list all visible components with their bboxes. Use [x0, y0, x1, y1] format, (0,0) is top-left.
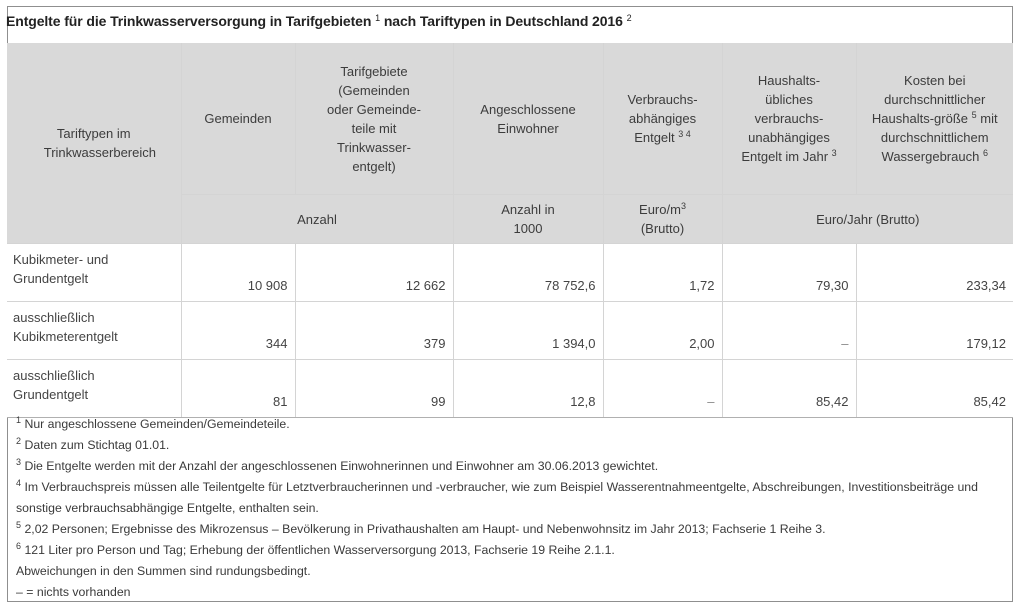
- table-title: Entgelte für die Trinkwasserversorgung in Tarifgebieten $^1$ nach Tariftypen in Deutschland 2016 $^2$: [6, 13, 632, 29]
- cell-tarifgebiete: 12 662: [295, 244, 453, 302]
- table-row: [7, 360, 1013, 418]
- cell-kosten: 179,12: [856, 302, 1013, 360]
- col-header-haushalt: Haushalts-übliches verbrauchs-unabhängiges Entgelt im Jahr $^3$: [722, 43, 856, 195]
- unit-anzahl: Anzahl: [181, 195, 453, 244]
- header-row: [7, 43, 1013, 195]
- footnotes: [16, 414, 996, 603]
- unit-anzahl-1000: Anzahl in 1000: [453, 195, 603, 244]
- footnote-1: $^1$ Nur angeschlossene Gemeinden/Gemeindeteile.: [16, 415, 290, 431]
- unit-euro-m3: Euro/$m^3$ (Brutto): [603, 195, 722, 244]
- col-header-verbrauch: Verbrauchs-abhängiges Entgelt $^{3 4}$: [603, 43, 722, 195]
- col-header-gemeinden: Gemeinden: [181, 43, 295, 195]
- cell-einwohner: 1 394,0: [453, 302, 603, 360]
- col-header-tariftypen: Tariftypen im Trinkwasserbereich: [7, 43, 181, 244]
- table-row: [7, 302, 1013, 360]
- cell-tarifgebiete: 99: [295, 360, 453, 418]
- col-header-tarifgebiete: Tarifgebiete (Gemeinden oder Gemeinde-teile mit Trinkwasser-entgelt): [295, 43, 453, 195]
- cell-haushalt: 79,30: [722, 244, 856, 302]
- footnote-6: $^6$ 121 Liter pro Person und Tag; Erhebung der öffentlichen Wasserversorgung 2013, Fachserie 19 Reihe 2.1.1.: [16, 541, 615, 557]
- row-label: Kubikmeter- und Grundentgelt: [7, 244, 181, 302]
- col-header-einwohner: Angeschlossene Einwohner: [453, 43, 603, 195]
- tariff-table: [7, 43, 1013, 418]
- row-label: ausschließlich Kubikmeterentgelt: [7, 302, 181, 360]
- unit-euro-jahr: Euro/Jahr (Brutto): [722, 195, 1013, 244]
- row-label: ausschließlich Grundentgelt: [7, 360, 181, 418]
- cell-verbrauch: –: [603, 360, 722, 418]
- cell-verbrauch: 1,72: [603, 244, 722, 302]
- table-row: [7, 244, 1013, 302]
- footnote-5: $^5$ 2,02 Personen; Ergebnisse des Mikrozensus – Bevölkerung in Privathaushalten am Haupt- und Nebenwohnsitz im Jahr 2013; Fachserie 1 Reihe 3.: [16, 520, 826, 536]
- note-dash: – = nichts vorhanden: [16, 585, 131, 599]
- cell-gemeinden: 10 908: [181, 244, 295, 302]
- footnote-3: $^3$ Die Entgelte werden mit der Anzahl der angeschlossenen Einwohnerinnen und Einwohner am 30.06.2013 gewichtet.: [16, 457, 659, 473]
- cell-haushalt: 85,42: [722, 360, 856, 418]
- cell-einwohner: 78 752,6: [453, 244, 603, 302]
- footnote-2: $^2$ Daten zum Stichtag 01.01.: [16, 436, 170, 452]
- cell-kosten: 85,42: [856, 360, 1013, 418]
- cell-gemeinden: 81: [181, 360, 295, 418]
- col-header-kosten: Kosten bei durchschnittlicher Haushalts-größe $^5$ mit durchschnittlichem Wassergebrauch $^6$: [856, 43, 1013, 195]
- cell-verbrauch: 2,00: [603, 302, 722, 360]
- cell-haushalt: –: [722, 302, 856, 360]
- cell-einwohner: 12,8: [453, 360, 603, 418]
- cell-kosten: 233,34: [856, 244, 1013, 302]
- note-rounding: Abweichungen in den Summen sind rundungsbedingt.: [16, 564, 311, 578]
- cell-tarifgebiete: 379: [295, 302, 453, 360]
- footnote-4: $^4$ Im Verbrauchspreis müssen alle Teilentgelte für Letztverbraucherinnen und -verbraucher, wie zum Beispiel Wasserentnahmeentgelte, Abschreibungen, Investitionsbeiträge und sonstige verbrauchsabhängige Entgelte, enthalten sein.: [16, 478, 978, 515]
- cell-gemeinden: 344: [181, 302, 295, 360]
